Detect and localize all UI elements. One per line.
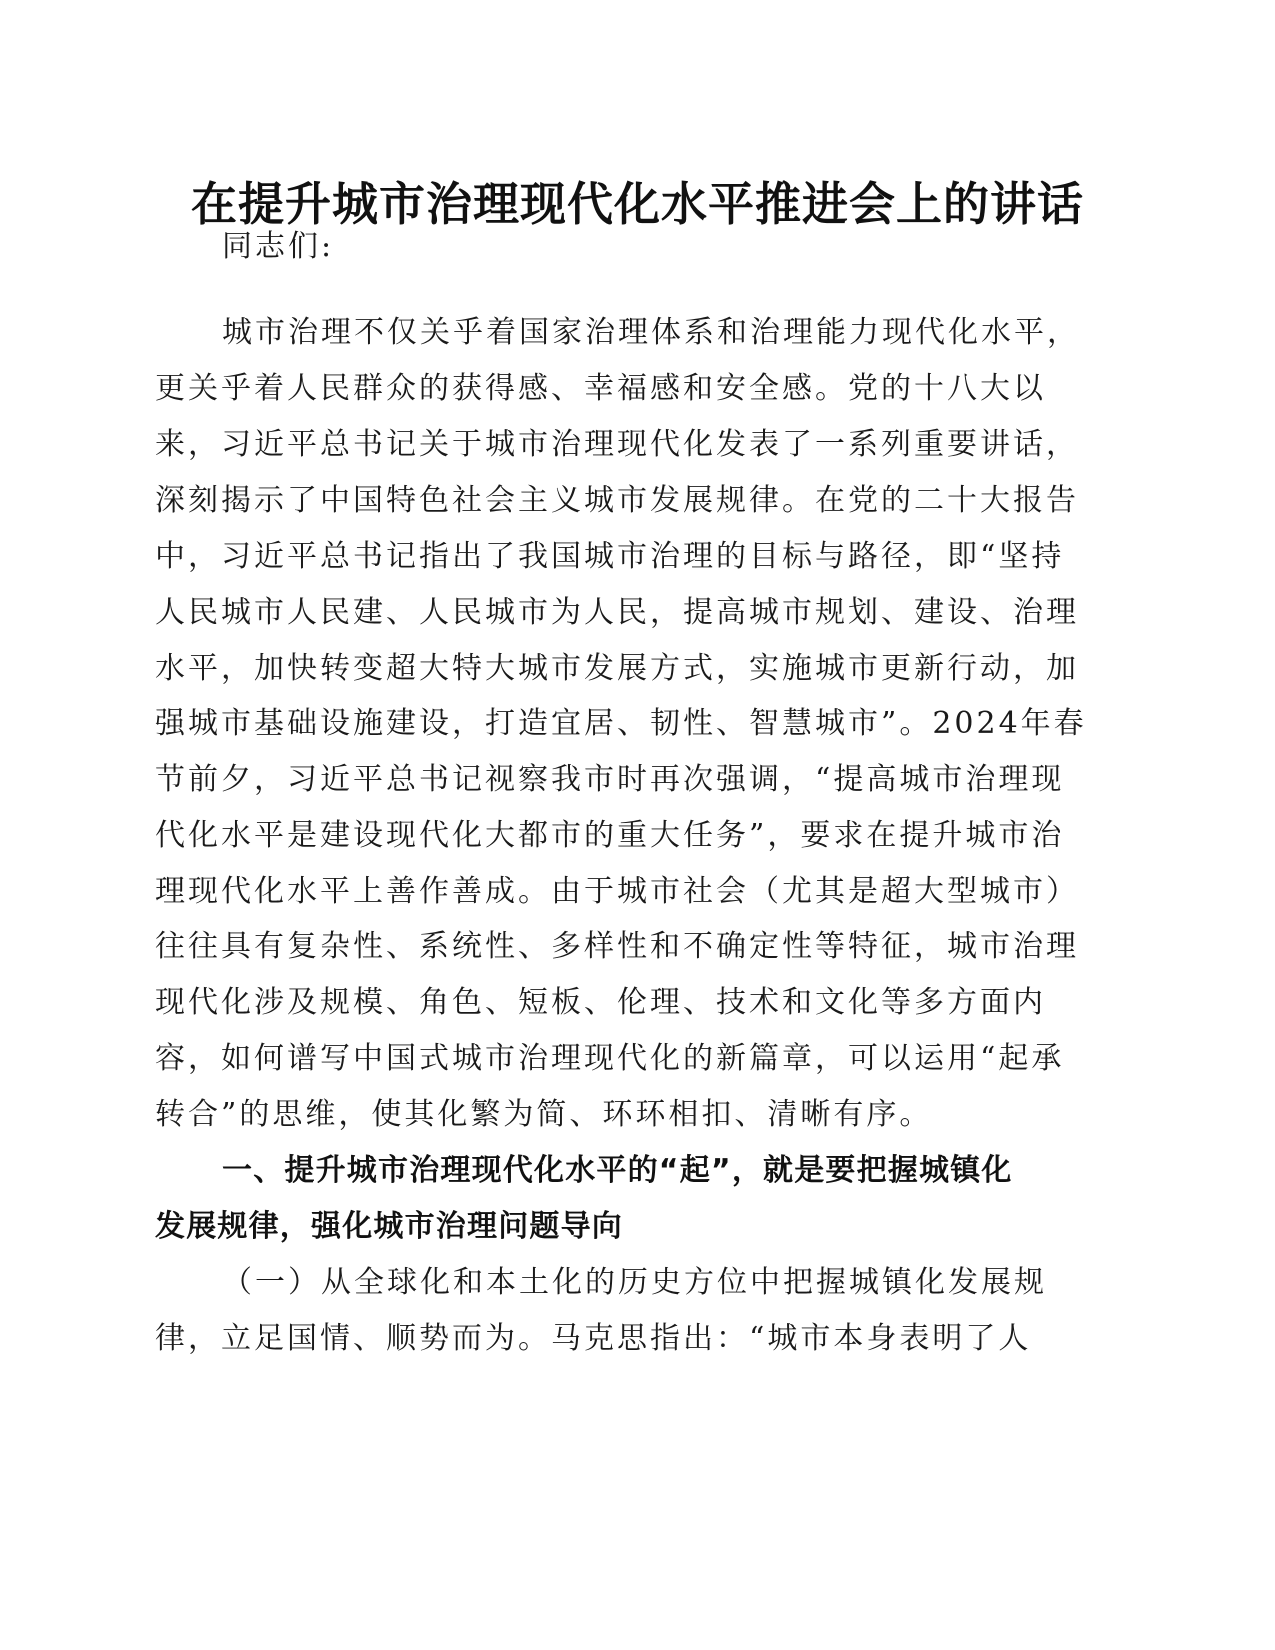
paragraph-line: 代化水平是建设现代化大都市的重大任务”，要求在提升城市治: [155, 818, 1065, 853]
paragraph-line: 强城市基础设施建设，打造宜居、韧性、智慧城市”。2024年春: [155, 706, 1087, 741]
paragraph-line: 容，如何谱写中国式城市治理现代化的新篇章，可以运用“起承: [155, 1041, 1065, 1076]
paragraph-line: 人民城市人民建、人民城市为人民，提高城市规划、建设、治理: [155, 595, 1079, 630]
paragraph-line: 水平，加快转变超大特大城市发展方式，实施城市更新行动，加: [155, 651, 1079, 686]
paragraph-line: 律，立足国情、顺势而为。马克思指出：“城市本身表明了人: [155, 1321, 1032, 1356]
paragraph-line: 来，习近平总书记关于城市治理现代化发表了一系列重要讲话，: [155, 427, 1079, 462]
paragraph-line: 往往具有复杂性、系统性、多样性和不确定性等特征，城市治理: [155, 929, 1079, 964]
section-heading-line: 发展规律，强化城市治理问题导向: [155, 1209, 623, 1244]
paragraph-line: 城市治理不仅关乎着国家治理体系和治理能力现代化水平，: [222, 315, 1080, 350]
paragraph-line: 更关乎着人民群众的获得感、幸福感和安全感。党的十八大以: [155, 371, 1046, 406]
paragraph-line: 深刻揭示了中国特色社会主义城市发展规律。在党的二十大报告: [155, 483, 1079, 518]
section-heading-line: 一、提升城市治理现代化水平的“起”，就是要把握城镇化: [222, 1153, 1013, 1188]
paragraph-line: 理现代化水平上善作善成。由于城市社会（尤其是超大型城市）: [155, 874, 1079, 909]
paragraph-line: 现代化涉及规模、角色、短板、伦理、技术和文化等多方面内: [155, 985, 1046, 1020]
salutation: 同志们:: [222, 229, 335, 264]
document-title: 在提升城市治理现代化水平推进会上的讲话: [191, 177, 1084, 231]
paragraph-line: 节前夕，习近平总书记视察我市时再次强调，“提高城市治理现: [155, 762, 1065, 797]
paragraph-line: 中，习近平总书记指出了我国城市治理的目标与路径，即“坚持: [155, 539, 1065, 574]
paragraph-line: 转合”的思维，使其化繁为简、环环相扣、清晰有序。: [155, 1097, 933, 1132]
paragraph-line: （一）从全球化和本土化的历史方位中把握城镇化发展规: [222, 1265, 1047, 1300]
